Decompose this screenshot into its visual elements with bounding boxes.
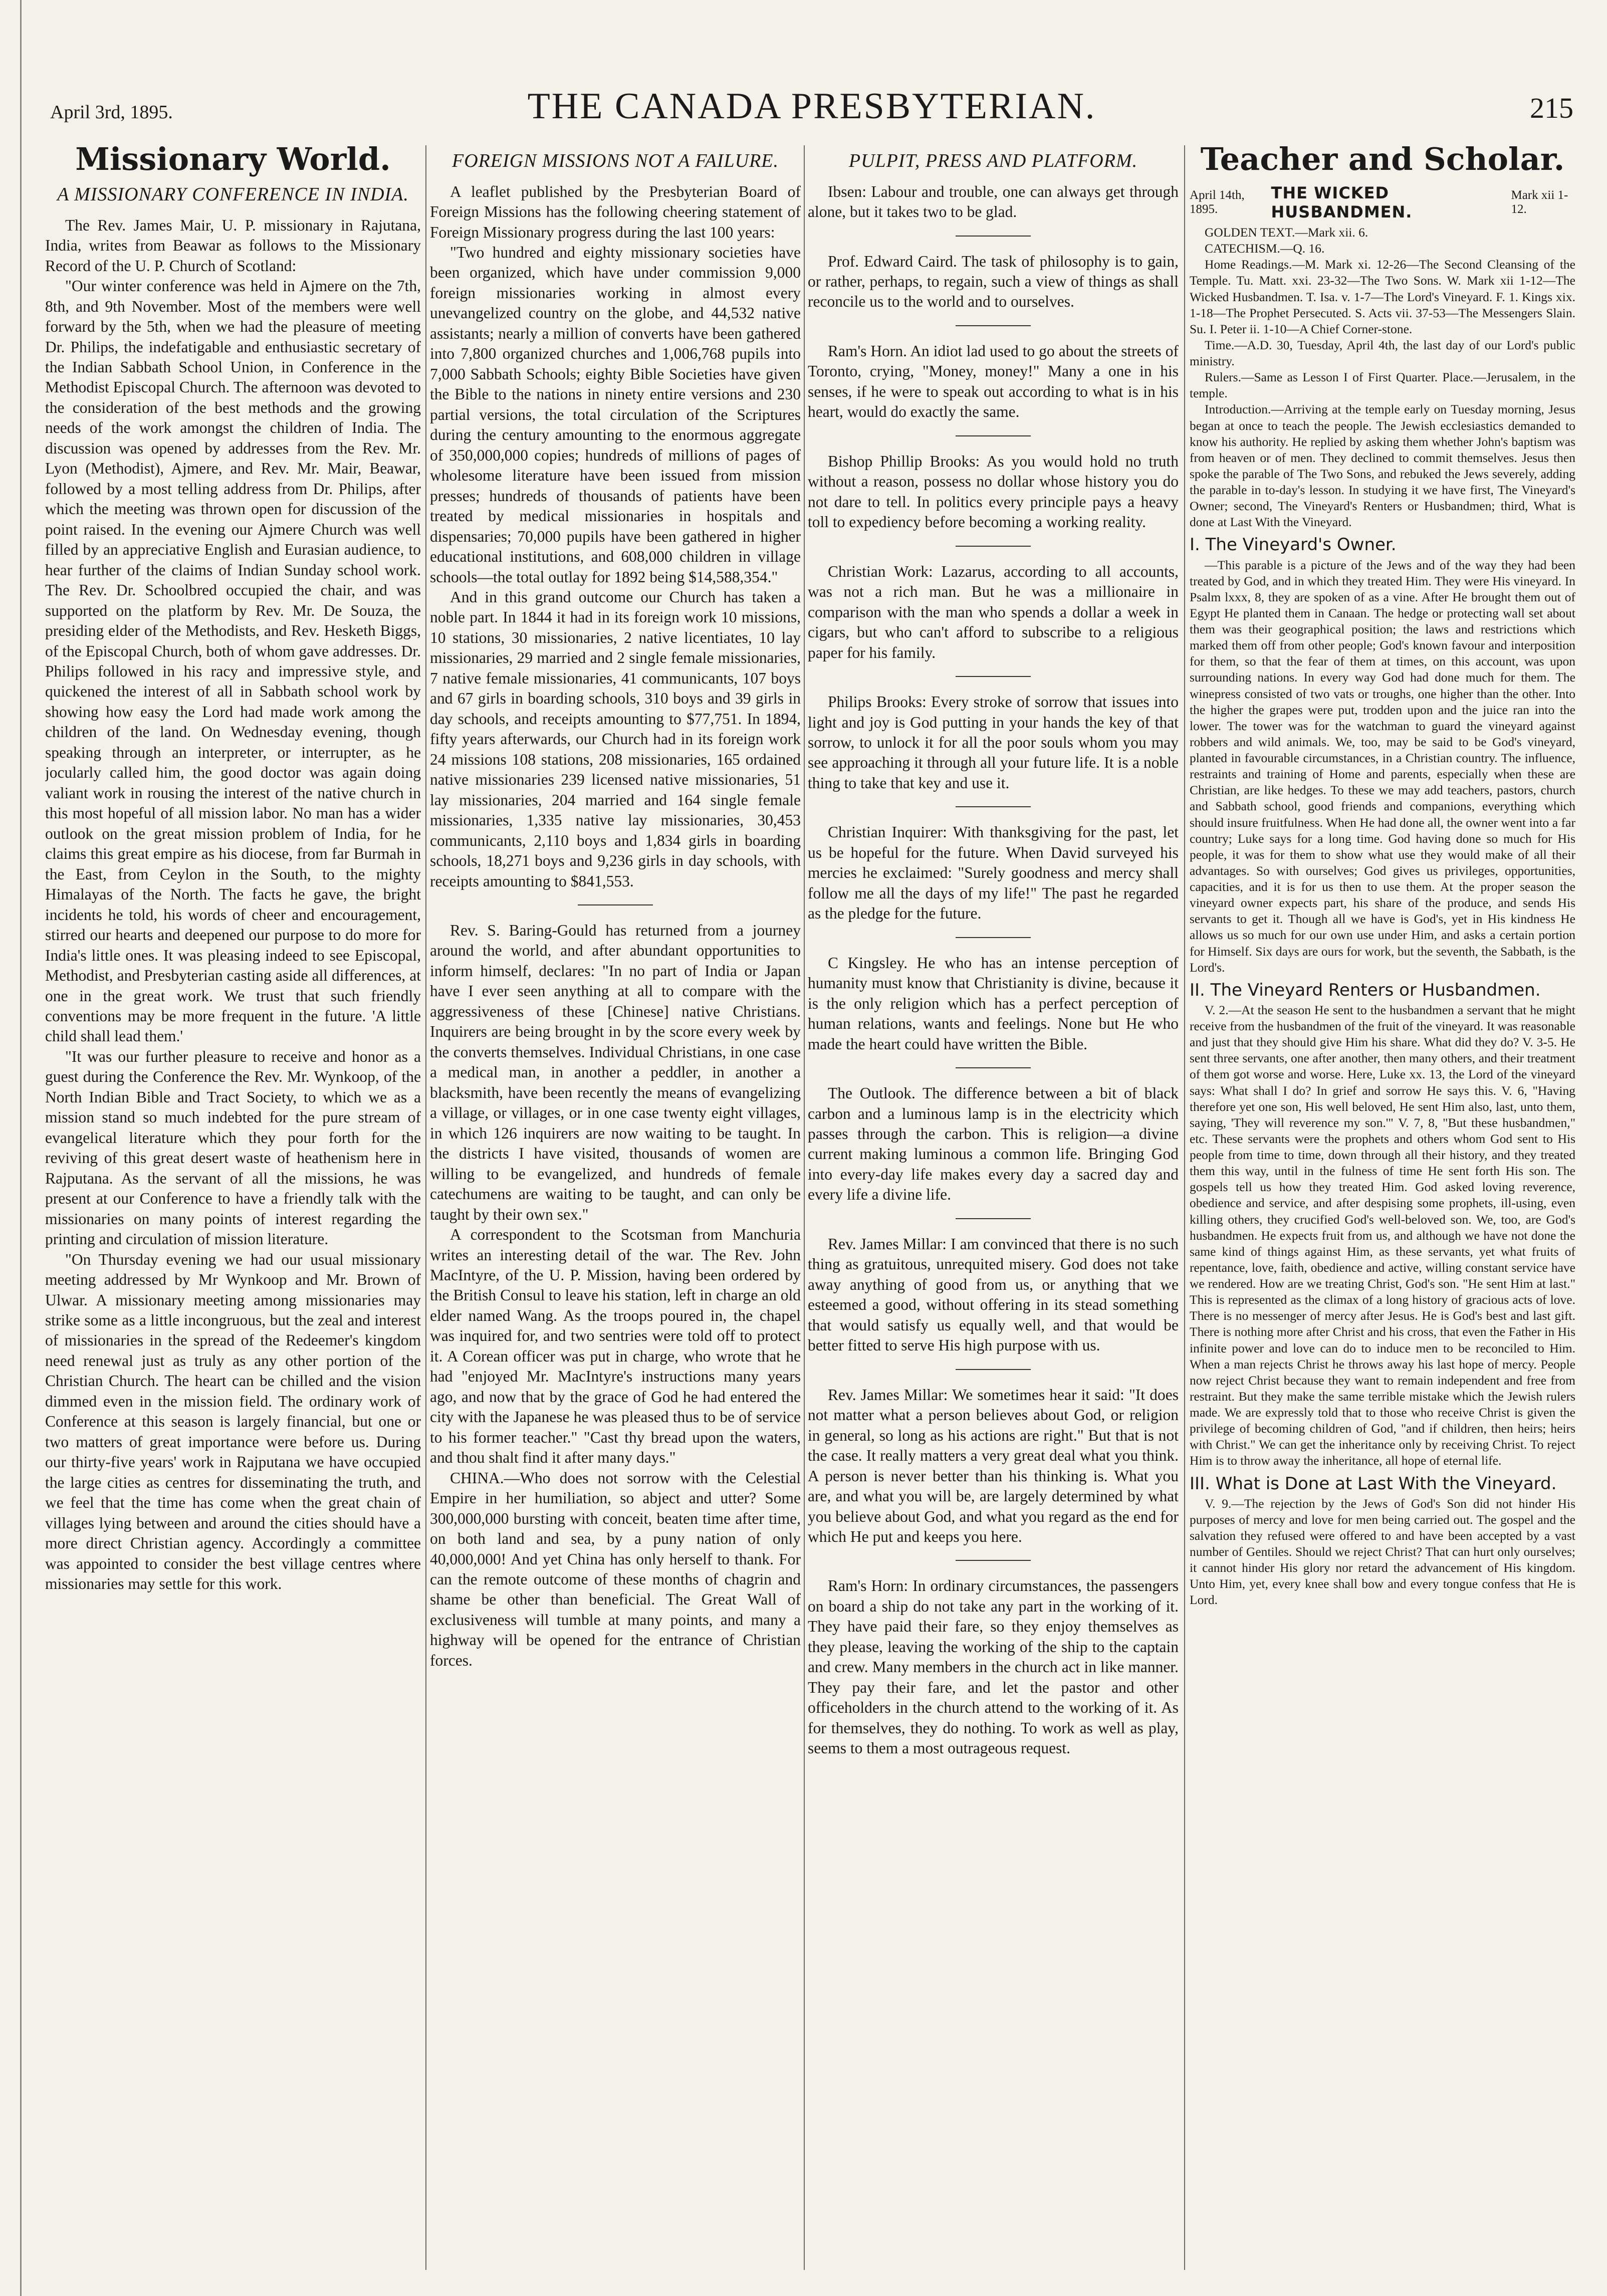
paragraph: The Rev. James Mair, U. P. missionary in Rajutana, India, writes from Beawar as follows to the Missionary Record of the U. P. Church of Scotland: bbox=[45, 216, 421, 275]
quote-item: The Outlook. The difference between a bit of black carbon and a luminous lamp is in the electricity which passes through the carbon. This is religion—a divine current making luminous a common life. Bringing God into every-day life makes every day a sacred day and every life a divine life. bbox=[808, 1084, 1179, 1204]
department-heading: Missionary World. bbox=[75, 143, 391, 177]
paragraph: Home Readings.—M. Mark xi. 12-26—The Second Cleansing of the Temple. Tu. Matt. xxi. 23-32—The Two Sons. W. Mark xii 1-12—The Wicked Husbandmen. T. Isa. v. 1-7—The Lord's Vineyard. F. 1. Kings xix. 1-18—The Prophet Persecuted. S. Acts vii. 37-53—The Messengers Slain. Su. I. Peter ii. 1-10—A Chief Corner-stone. bbox=[1190, 257, 1575, 336]
quote-item: Christian Work: Lazarus, according to all accounts, was not a rich man. But he was a millionaire in comparison with the man who spends a dollar a week in cigars, but who can't afford to subscribe to a religious paper for his family. bbox=[808, 562, 1179, 661]
lesson-title: THE WICKED HUSBANDMEN. bbox=[1271, 183, 1413, 222]
lesson-reference: Mark xii 1-12. bbox=[1511, 188, 1568, 216]
article-title: FOREIGN MISSIONS NOT A FAILURE. bbox=[451, 150, 779, 171]
paragraph: Introduction.—Arriving at the temple early on Tuesday morning, Jesus began at once to teach the people. The Jewish ecclesiastics demanded to know his authority. He replied by asking them whether John's baptism was from heaven or of men. They declined to commit themselves. Jesus then spoke the parable of The Two Sons, and rebuked the Jews severely, adding the parable in to-day's lesson. In studying it we have first, The Vineyard's Owner; second, The Vineyard's Renters or Husbandmen; third, What is done at Last With the Vineyard. bbox=[1190, 402, 1575, 530]
separator-rule bbox=[956, 546, 1031, 547]
paragraph: A correspondent to the Scotsman from Manchuria writes an interesting detail of the war. The Rev. John MacIntyre, of the U. P. Mission, having been ordered by the British Consul to leave his station, left in charge an old elder named Wang. As the troops poured in, the chapel was inquired for, and two sentries were told off to protect it. A Corean officer was put in charge, who wrote that he had "enjoyed Mr. MacIntyre's instructions many years ago, and now that by the grace of God he had entered the city with the Japanese he was pleased thus to be of service to his former teacher." "Cast thy bread upon the waters, and thou shalt find it after many days." bbox=[430, 1226, 801, 1467]
article-title: A MISSIONARY CONFERENCE IN INDIA. bbox=[57, 184, 409, 205]
column-pulpit-press-platform bbox=[808, 143, 1179, 2275]
paragraph: Rev. S. Baring-Gould has returned from a journey around the world, and after abundant opportunities to inform himself, declares: "In no part of India or Japan have I ever seen anything at all to compare with the aggressiveness of these [Chinese] native Christians. Inquirers are being brought in by the score every week by the converts themselves. Individual Christians, in one case a medical man, in another a peddler, in another a blacksmith, have been recently the means of evangelizing a village, or villages, or in one case twenty eight villages, in which 126 inquirers are now waiting to be taught. In the districts I have visited, thousands of women are willing to be evangelized, and hundreds of female catechumens are waiting to be taught, and can only be taught by their own sex." bbox=[430, 922, 801, 1223]
separator-rule bbox=[956, 325, 1031, 326]
paragraph: Time.—A.D. 30, Tuesday, April 4th, the last day of our Lord's public ministry. bbox=[1190, 337, 1575, 369]
paragraph: V. 2.—At the season He sent to the husbandmen a servant that he might receive from the husbandmen of the fruit of the vineyard. It was reasonable and just that they should give Him his share. What did they do? V. 3-5. He sent three servants, one after another, then many others, and their treatment of them got worse and worse. Here, Luke xx. 13, the Lord of the vineyard says: What shall I do? In grief and sorrow He says this. V. 6, "Having therefore yet one son, His well beloved, He sent Him also, last, unto them, saying, 'They will reverence my son.'" V. 7, 8, "But these husbandmen," etc. These servants were the prophets and others whom God sent to His people from time to time, down through all their history, and they treated them this way, until in the fulness of time He sent forth His son. The gospels tell us how they treated Him. God asked loving reverence, obedience and service, and after despising some prophets, ill-using, even killing others, they crucified God's well-beloved son. We, too, are God's husbandmen. He expects fruit from us, and although we have not done the same kind of things against Him, as these servants, yet what fruits of repentance, love, faith, obedience and active, willing constant service have we rendered. How are we treating Christ, God's son. "He sent Him at last." This is represented as the climax of a long history of gracious acts of love. There is no messenger of mercy after Jesus. He is God's best and last gift. There is nothing more after Christ and his cross, that even the Father in His infinite power and love can do to induce men to be reconciled to Him. When a man rejects Christ he throws away his last hope of mercy. People now reject Christ because they want to remain independent and free from restraint. But they make the same terrible mistake which the Jewish rulers made. We are expressly told that to those who receive Christ is given the privilege of becoming children of God, "and if children, then heirs; heirs with Christ." We can get the inheritance only by receiving Christ. To reject Him is to throw away the inheritance, all hope of eternal life. bbox=[1190, 1002, 1575, 1468]
quote-item: Ram's Horn: In ordinary circumstances, the passengers on board a ship do not take any part in the working of it. They have paid their fare, so they enjoy themselves as they please, leaving the working of the ship to the captain and crew. Many members in the church act in like manner. They pay their fare, and let the pastor and other officeholders in the church attend to the working of it. As for themselves, they do nothing. To work as well as play, seems to them a most outrageous request. bbox=[808, 1577, 1179, 1757]
binding-edge-rule bbox=[20, 0, 22, 2296]
paragraph: "It was our further pleasure to receive and honor as a guest during the Conference the Rev. Mr. Wynkoop, of the North Indian Bible and Tract Society, to which we as a mission stand so much indebted for the pure stream of evangelical literature which they pour forth for the reviving of this great desert waste of heathenism here in Rajputana. As the servant of all the missions, he was present at our Conference to have a friendly talk with the missionaries on many points of interest regarding the printing and circulation of mission literature. bbox=[45, 1047, 421, 1248]
catechism: CATECHISM.—Q. 16. bbox=[1205, 241, 1325, 256]
page-number: 215 bbox=[1530, 92, 1573, 124]
separator-rule bbox=[956, 1218, 1031, 1219]
quote-item: Philips Brooks: Every stroke of sorrow that issues into light and joy is God putting in your hands the key of that sorrow, to unlock it for all the poor souls whom you may see approaching it through all your future life. It is a noble thing to take that key and use it. bbox=[808, 693, 1179, 792]
paragraph: And in this grand outcome our Church has taken a noble part. In 1844 it had in its foreign work 10 missions, 10 stations, 30 missionaries, 2 native licentiates, 10 lay missionaries, 29 married and 2 single female missionaries, 7 native female missionaries, 41 communicants, 107 boys and 67 girls in boarding schools, 310 boys and 39 girls in day schools, and receipts amounting to $77,751. In 1894, fifty years afterwards, our Church had in its foreign work 24 missions 108 stations, 208 missionaries, 165 ordained native missionaries 239 licensed native missionaries, 51 lay missionaries, 204 married and 164 single female missionaries, 1,335 native lay missionaries, 30,453 communicants, 2,110 boys and 1,834 girls in boarding schools, 18,271 boys and 9,236 girls in day schools, with receipts amounting to $841,553. bbox=[430, 588, 801, 890]
section-heading: III. What is Done at Last With the Vineyard. bbox=[1190, 1473, 1557, 1494]
lesson-heading bbox=[1190, 183, 1575, 221]
column-rule bbox=[425, 145, 426, 2270]
separator-rule bbox=[956, 1560, 1031, 1561]
separator-rule bbox=[956, 1067, 1031, 1068]
quote-item: C Kingsley. He who has an intense perception of humanity must know that Christianity is divine, because it is the only religion which has a perfect perception of human relations, wants and feelings. None but He who made the heart could have written the Bible. bbox=[808, 954, 1179, 1053]
quote-item: Rev. James Millar: We sometimes hear it said: "It does not matter what a person believes about God, or religion in general, so long as his actions are right." But that is not the case. It really matters a very great deal what you think. A person is never better than his thinking is. What you are, and what you will be, are largely determined by what you believe about God, and what you regard as the end for which He put and keeps you here. bbox=[808, 1386, 1179, 1545]
quote-item: Bishop Phillip Brooks: As you would hold no truth without a reason, possess no dollar whose history you do not dare to tell. In politics every principle pays a heavy toll to expediency before becoming a working reality. bbox=[808, 452, 1179, 531]
issue-date: April 3rd, 1895. bbox=[50, 102, 173, 123]
quote-item: Ibsen: Labour and trouble, one can always get through alone, but it takes two to be glad. bbox=[808, 182, 1179, 221]
golden-text: GOLDEN TEXT.—Mark xii. 6. bbox=[1205, 225, 1368, 240]
paragraph: "Two hundred and eighty missionary societies have been organized, which have under commission 9,000 foreign missionaries working in almost every unevangelized country on the globe, and 44,532 native assistants; nearly a million of converts have been gathered into 7,800 organized churches and 1,006,768 pupils into 7,000 Sabbath Schools; eighty Bible Societies have given the Bible to the nations in ninety entire versions and 230 partial versions, the total circulation of the Scriptures during the century amounting to the enormous aggregate of 350,000,000 copies; hundreds of millions of pages of wholesome literature have been issued from mission presses; hundreds of thousands of patients have been treated by medical missionaries in hospitals and dispensaries; 70,000 pupils have been gathered in higher educational institutions, and 608,000 children in village schools—the total outlay for 1892 being $14,588,354." bbox=[430, 244, 801, 586]
separator-rule bbox=[956, 676, 1031, 677]
paragraph: A leaflet published by the Presbyterian Board of Foreign Missions has the following cheering statement of Foreign Missionary progress during the last 100 years: bbox=[430, 182, 801, 241]
paragraph: V. 9.—The rejection by the Jews of God's Son did not hinder His purposes of mercy and love for men being carried out. The gospel and the salvation they refused were offered to and have been accepted by a vast number of Gentiles. Should we reject Christ? That can hurt only ourselves; it cannot hinder His glory nor retard the advancement of His kingdom. Unto Him, yet, every knee shall bow and every tongue confess that He is Lord. bbox=[1190, 1496, 1575, 1608]
separator-rule bbox=[956, 937, 1031, 938]
section-heading: II. The Vineyard Renters or Husbandmen. bbox=[1190, 980, 1541, 1000]
column-rule bbox=[1184, 145, 1185, 2270]
lesson-date: April 14th, 1895. bbox=[1190, 188, 1245, 216]
page-header bbox=[50, 75, 1573, 130]
separator-rule bbox=[956, 1369, 1031, 1370]
paragraph: "Our winter conference was held in Ajmere on the 7th, 8th, and 9th November. Most of the members were well forward by the 5th, when we had the pleasure of meeting Dr. Philips, the indefatigable and enthusiastic secretary of the Indian Sabbath School Union, in Conference in the Methodist Episcopal Church. The afternoon was devoted to the consideration of the best methods and the growing needs of the work amongst the children of India. The discussion was opened by addresses from the Rev. Mr. Lyon (Methodist), Ajmere, and Rev. Mr. Mair, Beawar, followed by a most telling address from Dr. Philips, after which the meeting was thrown open for discussion of the point raised. In the evening our Ajmere Church was well filled by an appreciative English and Eurasian audience, to hear further of the claims of Indian Sunday school work. The Rev. Dr. Schoolbred occupied the chair, and was supported on the platform by Rev. Mr. De Souza, the presiding elder of the Methodists, and Rev. Hesketh Biggs, of the Episcopal Church, both of whom gave addresses. Dr. Philips followed in his racy and impressive style, and quickened the interest of all in Sabbath school work by showing how easy the Lord had made work among the children of the land. On Wednesday evening, though speaking through an interpreter, or interrupter, as he jocularly called him, the good doctor was again doing valiant work in rousing the interest of the native church in this most hopeful of all mission labor. No man has a wider outlook on the great mission problem of India, for he claims this great empire as his diocese, from far Burmah in the East, from Ceylon in the South, to the mighty Himalayas of the North. The facts he gave, the bright incidents he told, his words of cheer and encouragement, stirred our hearts and deepened our purpose to do more for India's little ones. It was pleasing indeed to see Episcopal, Methodist, and Presbyterian casting aside all differences, at one in the great work. We trust that such friendly conventions may be more frequent in the future. 'A little child shall lead them.' bbox=[45, 277, 421, 1045]
article-title: PULPIT, PRESS AND PLATFORM. bbox=[848, 150, 1138, 171]
separator-rule bbox=[956, 236, 1031, 237]
paragraph: "On Thursday evening we had our usual missionary meeting addressed by Mr Wynkoop and Mr. Brown of Ulwar. A missionary meeting among missionaries may strike some as a little incongruous, but the zeal and interest of missionaries in the spread of the Redeemer's kingdom need renewal just as truly as any other portion of the Christian Church. The heart can be chilled and the vision dimmed even in the mission field. The ordinary work of Conference at this season is largely financial, but one or two matters of great importance were before us. During our thirty-five years' work in Rajputana we have occupied the large cities as centres for disseminating the truth, and we feel that the time has come when the great chain of villages lying between and around the cities should have a more direct Christian agency. Accordingly a committee was appointed to consider the best village centres where missionaries may settle for this work. bbox=[45, 1250, 421, 1593]
newspaper-title: THE CANADA PRESBYTERIAN. bbox=[527, 86, 1096, 127]
quote-item: Rev. James Millar: I am convinced that there is no such thing as gratuitous, unrequited misery. God does not take away anything of good from us, or anything that we esteemed a good, without offering in its stead something that would satisfy us equally well, and that would be better fitted to serve His high purpose with us. bbox=[808, 1235, 1179, 1354]
paragraph: CHINA.—Who does not sorrow with the Celestial Empire in her humiliation, so abject and utter? Some 300,000,000 bursting with conceit, beaten time after time, on both land and sea, by a puny nation of only 40,000,000! And yet China has only herself to thank. For can the remote outcome of these months of chagrin and shame be other than beneficial. The Great Wall of exclusiveness will tumble at many points, and many a highway will be opened for the entrance of Christian forces. bbox=[430, 1469, 801, 1669]
paragraph: Rulers.—Same as Lesson I of First Quarter. Place.—Jerusalem, in the temple. bbox=[1190, 370, 1575, 401]
column-teacher-scholar bbox=[1190, 143, 1575, 2275]
separator-rule bbox=[956, 806, 1031, 807]
quote-item: Ram's Horn. An idiot lad used to go about the streets of Toronto, crying, "Money, money!" Many a one in his senses, if he were to speak out according to what is in his heart, would do exactly the same. bbox=[808, 342, 1179, 421]
quote-item: Prof. Edward Caird. The task of philosophy is to gain, or rather, perhaps, to regain, such a view of things as shall reconcile us to the world and to ourselves. bbox=[808, 252, 1179, 311]
separator-rule bbox=[956, 435, 1031, 436]
column-foreign-missions bbox=[430, 143, 801, 2275]
paragraph: —This parable is a picture of the Jews and of the way they had been treated by God, and in which they treated Him. They were His vineyard. In Psalm lxxx, 8, they are spoken of as a vine. After He brought them out of Egypt He planted them in Canaan. The hedge or protecting wall set about them was their geographical position; the laws and restrictions which marked them off from other people; God's known favour and interposition for them, so that the fear of them at times, on this account, was upon surrounding nations. In every way God had done much for them. The winepress consisted of two vats or troughs, one higher than the other. Into the higher the grapes were put, trodden upon and the juice ran into the lower. The tower was for the watchman to guard the vineyard against robbers and wild animals. We, too, may be said to be God's vineyard, planted in favourable circumstances, in a Christian country. The influence, restraints and training of Home and parents, especially when these are Christian, are like hedges. To these we may add teachers, pastors, church and Sabbath school, good friends and companions, everything which should insure fruitfulness. When He had done all, the owner went into a far country; Luke says for a long time. God having done so much for His people, it was for them to show what use they would make of all their advantages. So with ourselves; God gives us privileges, opportunities, capacities, and it is for us then to use them. At the proper season the vineyard owner expects part, his share of the produce, and sends His servants to get it. Though all we have is God's, yet in His kindness He allows us so much for our own use under Him, and asks a certain portion for Himself. Six days are ours for work, but the seventh, the Sabbath, is the Lord's. bbox=[1190, 557, 1575, 975]
department-heading: Teacher and Scholar. bbox=[1200, 143, 1565, 177]
separator-rule bbox=[578, 904, 653, 905]
section-heading: I. The Vineyard's Owner. bbox=[1190, 535, 1397, 555]
column-rule bbox=[804, 145, 805, 2270]
column-missionary-world bbox=[45, 143, 421, 2275]
quote-item: Christian Inquirer: With thanksgiving for the past, let us be hopeful for the future. When David surveyed his mercies he exclaimed: "Surely goodness and mercy shall follow me all the days of my life!" The past he regarded as the pledge for the future. bbox=[808, 823, 1179, 923]
